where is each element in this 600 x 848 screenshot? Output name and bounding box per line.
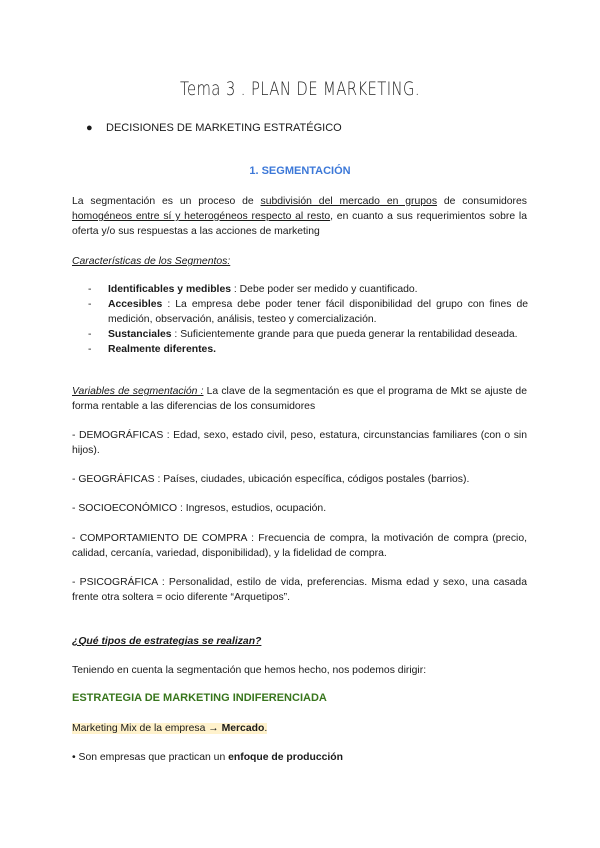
last-text: • Son empresas que practican un [72,752,229,763]
section-title: 1. SEGMENTACIÓN [249,165,351,177]
list-item-bold: Realmente diferentes. [108,344,216,355]
list-dash: - [88,299,92,310]
list-item [88,297,528,327]
list-item-bold: Sustanciales [108,329,172,340]
strategy-title: ESTRATEGIA DE MARKETING INDIFERENCIADA [72,692,327,704]
bullet-heading [86,122,342,134]
dirigir-text: Teniendo en cuenta la segmentación que hemos hecho, nos podemos dirigir: [72,665,427,676]
variable-item: - PSICOGRÁFICA : Personalidad, estilo de vida, preferencias. Misma edad y sexo, una casada frente otra soltera = ocio diferente “Arquetipos”. [72,577,527,603]
list-dash: - [88,329,92,340]
mm-bold: Mercado [221,723,265,734]
list-item-text: : Debe poder ser medido y cuantificado. [231,284,418,295]
intro-underline-1: subdivisión del mercado en grupos [260,196,438,207]
caracteristicas-list [88,282,528,357]
intro-paragraph [72,194,527,239]
variables-text: La clave de la segmentación es que el programa de Mkt se ajuste de forma rentable a las diferencias de los consumidores [72,386,527,412]
mm-text: Marketing Mix de la empresa → [72,723,222,734]
variables-label: Variables de segmentación : [72,386,204,397]
mm-end: . [264,723,268,734]
variable-item: - COMPORTAMIENTO DE COMPRA : Frecuencia de compra, la motivación de compra (precio, calidad, cercanía, variedad, disponibilidad), y la fidelidad de compra. [72,533,527,559]
question-text: ¿Qué tipos de estrategias se realizan? [72,636,262,647]
list-item [88,342,528,357]
list-dash: - [88,284,92,295]
bullet-heading-text: DECISIONES DE MARKETING ESTRATÉGICO [106,122,342,134]
list-item-text: : Suficientemente grande para que pueda generar la rentabilidad deseada. [171,329,518,340]
last-line [72,750,527,765]
caracteristicas-label [72,254,527,269]
list-item-bold: Accesibles [108,299,163,310]
variables-paragraph [72,384,527,414]
variable-item: - DEMOGRÁFICAS : Edad, sexo, estado civil, peso, estatura, circunstancias familiares (con o sin hijos). [72,430,527,456]
intro-text-2: de consumidores [437,196,527,207]
caracteristicas-label-text: Características de los Segmentos: [72,256,231,267]
bullet-dot: ● [86,122,93,134]
marketing-mix-line [72,721,527,736]
list-item-text: : La empresa debe poder tener fácil disponibilidad del grupo con fines de medición, observación, análisis, testeo y comercialización. [108,299,528,325]
list-item [88,282,528,297]
last-bold: enfoque de producción [228,752,344,763]
page-title: Tema 3 . PLAN DE MARKETING. [180,78,420,100]
marketing-mix-highlight [72,723,267,734]
variable-item: - GEOGRÁFICAS : Países, ciudades, ubicación específica, códigos postales (barrios). [72,474,470,485]
list-item-bold: Identificables y medibles [108,284,231,295]
intro-underline-2: homogéneos entre sí y heterogéneos respecto al resto [72,211,331,222]
question-heading [72,634,527,649]
intro-text-1: La segmentación es un proceso de [72,196,261,207]
intro-text-3: , en cuanto a sus requerimientos sobre la oferta y/o sus respuestas a las acciones de marketing [72,211,528,237]
list-item [88,327,528,342]
variable-item: - SOCIOECONÓMICO : Ingresos, estudios, ocupación. [72,503,327,514]
list-dash: - [88,344,92,355]
